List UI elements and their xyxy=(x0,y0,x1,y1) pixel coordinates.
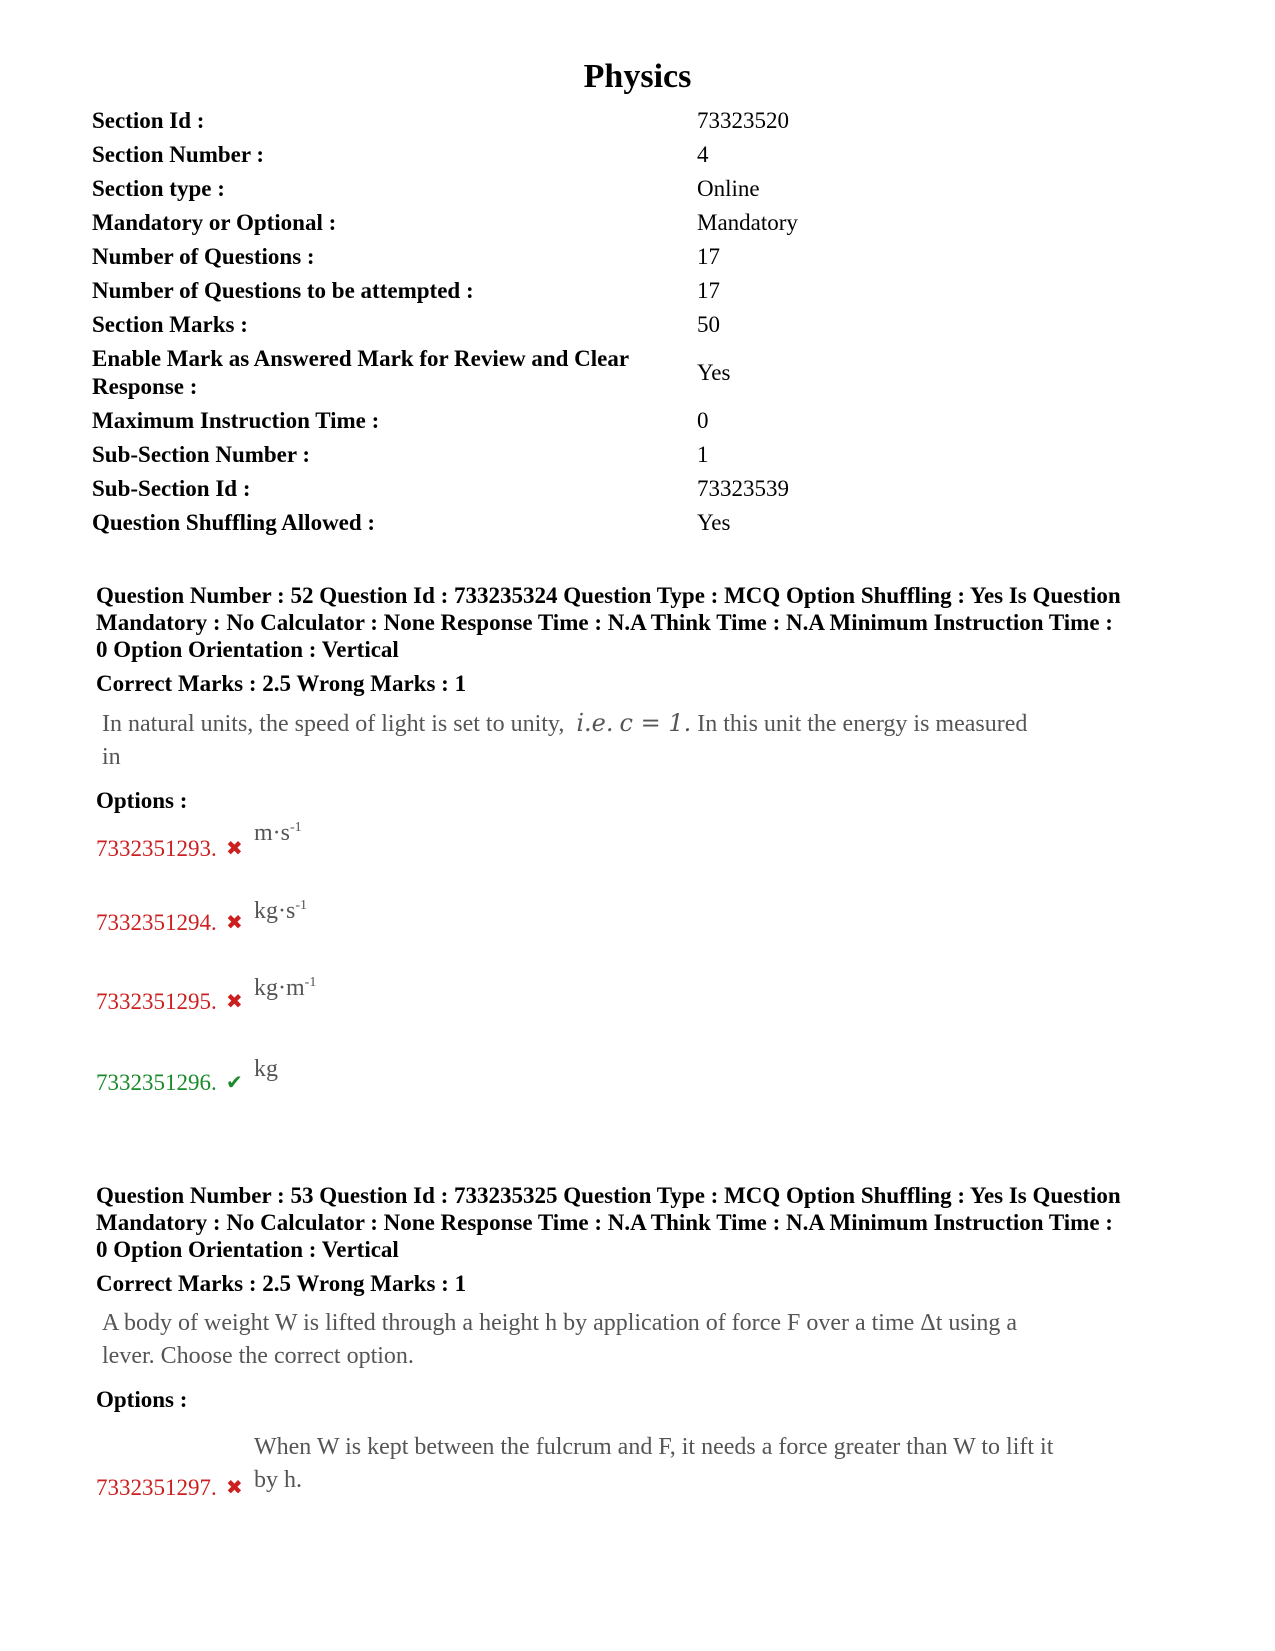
option-unit-exponent: -1 xyxy=(290,820,302,835)
info-value: 17 xyxy=(697,278,720,303)
page-title: Physics xyxy=(583,58,692,95)
question-text-part: In natural units, the speed of light is set to unity, xyxy=(102,711,565,737)
info-key: Maximum Instruction Time : xyxy=(92,408,380,433)
cross-icon: ✖ xyxy=(226,1477,243,1499)
info-key: Question Shuffling Allowed : xyxy=(92,510,376,535)
options-list xyxy=(96,814,1126,1114)
cross-icon: ✖ xyxy=(226,912,243,934)
question-header: Question Number : 52 Question Id : 733235324 Question Type : MCQ Option Shuffling : Yes Is Question Mandatory : No Calculator : None Response Time : N.A Think Time : N.A Minimum Instruction Time : 0 Option Orientation : Vertical xyxy=(96,583,1121,662)
info-row xyxy=(92,172,1092,206)
question-block xyxy=(96,582,1126,1114)
info-value: Yes xyxy=(697,510,731,535)
option-unit-exponent: -1 xyxy=(304,975,317,990)
option-item[interactable] xyxy=(96,1431,1074,1501)
info-value: Mandatory xyxy=(697,210,798,235)
option-text xyxy=(254,898,307,925)
info-value: 73323539 xyxy=(697,476,789,501)
options-label: Options : xyxy=(96,1387,188,1412)
question-text xyxy=(102,707,1052,774)
question-text-part: In this unit the energy is measured in xyxy=(102,711,1028,770)
info-key: Section Number : xyxy=(92,142,265,167)
question-marks: Correct Marks : 2.5 Wrong Marks : 1 xyxy=(96,671,467,696)
info-key: Section Marks : xyxy=(92,312,248,337)
options-list xyxy=(96,1413,1126,1513)
option-id: 7332351295. xyxy=(96,989,217,1014)
info-key: Sub-Section Id : xyxy=(92,476,251,501)
option-unit: kg·s xyxy=(254,898,296,924)
info-row xyxy=(92,404,1092,438)
info-value: 4 xyxy=(697,142,709,167)
info-row xyxy=(92,240,1092,274)
info-row xyxy=(92,138,1092,172)
option-text xyxy=(254,820,302,847)
option-unit: kg xyxy=(254,1056,278,1082)
option-text xyxy=(254,1056,278,1083)
info-key: Sub-Section Number : xyxy=(92,442,311,467)
section-info-table xyxy=(92,104,1092,540)
info-row xyxy=(92,472,1092,506)
info-row xyxy=(92,506,1092,540)
info-value: Online xyxy=(697,176,760,201)
info-row xyxy=(92,308,1092,342)
info-row xyxy=(92,206,1092,240)
question-block xyxy=(96,1182,1126,1513)
info-key: Enable Mark as Answered Mark for Review and Clear Response : xyxy=(92,346,629,399)
option-id: 7332351296. xyxy=(96,1070,217,1095)
info-row xyxy=(92,104,1092,138)
question-header: Question Number : 53 Question Id : 733235325 Question Type : MCQ Option Shuffling : Yes Is Question Mandatory : No Calculator : None Response Time : N.A Think Time : N.A Minimum Instruction Time : 0 Option Orientation : Vertical xyxy=(96,1183,1121,1262)
option-id: 7332351297. xyxy=(96,1475,217,1500)
option-id: 7332351293. xyxy=(96,836,217,861)
info-value: 50 xyxy=(697,312,720,337)
info-row xyxy=(92,438,1092,472)
option-id: 7332351294. xyxy=(96,910,217,935)
option-unit: kg·m xyxy=(254,975,305,1001)
options-label: Options : xyxy=(96,788,188,813)
info-value: Yes xyxy=(697,360,731,385)
option-text xyxy=(254,975,316,1002)
info-row xyxy=(92,342,1092,404)
info-value: 1 xyxy=(697,442,709,467)
info-value: 73323520 xyxy=(697,108,789,133)
option-item[interactable] xyxy=(96,898,308,936)
question-text-equation: c = 1. xyxy=(619,709,692,737)
info-row xyxy=(92,274,1092,308)
check-icon: ✔ xyxy=(226,1072,243,1094)
info-value: 0 xyxy=(697,408,709,433)
info-key: Number of Questions to be attempted : xyxy=(92,278,474,303)
cross-icon: ✖ xyxy=(226,838,243,860)
info-key: Mandatory or Optional : xyxy=(92,210,337,235)
info-key: Section type : xyxy=(92,176,225,201)
option-item[interactable] xyxy=(96,1056,278,1096)
question-text-ie: i.e. xyxy=(576,709,614,737)
cross-icon: ✖ xyxy=(226,991,243,1013)
info-value: 17 xyxy=(697,244,720,269)
question-text: A body of weight W is lifted through a height h by application of force F over a time Δt using a lever. Choose the correct option. xyxy=(102,1310,1018,1369)
info-key: Section Id : xyxy=(92,108,205,133)
info-key: Number of Questions : xyxy=(92,244,315,269)
question-marks: Correct Marks : 2.5 Wrong Marks : 1 xyxy=(96,1271,467,1296)
option-unit: m·s xyxy=(254,820,290,846)
option-text: When W is kept between the fulcrum and F, it needs a force greater than W to lift it by h. xyxy=(254,1434,1054,1493)
option-unit-exponent: -1 xyxy=(295,898,308,913)
